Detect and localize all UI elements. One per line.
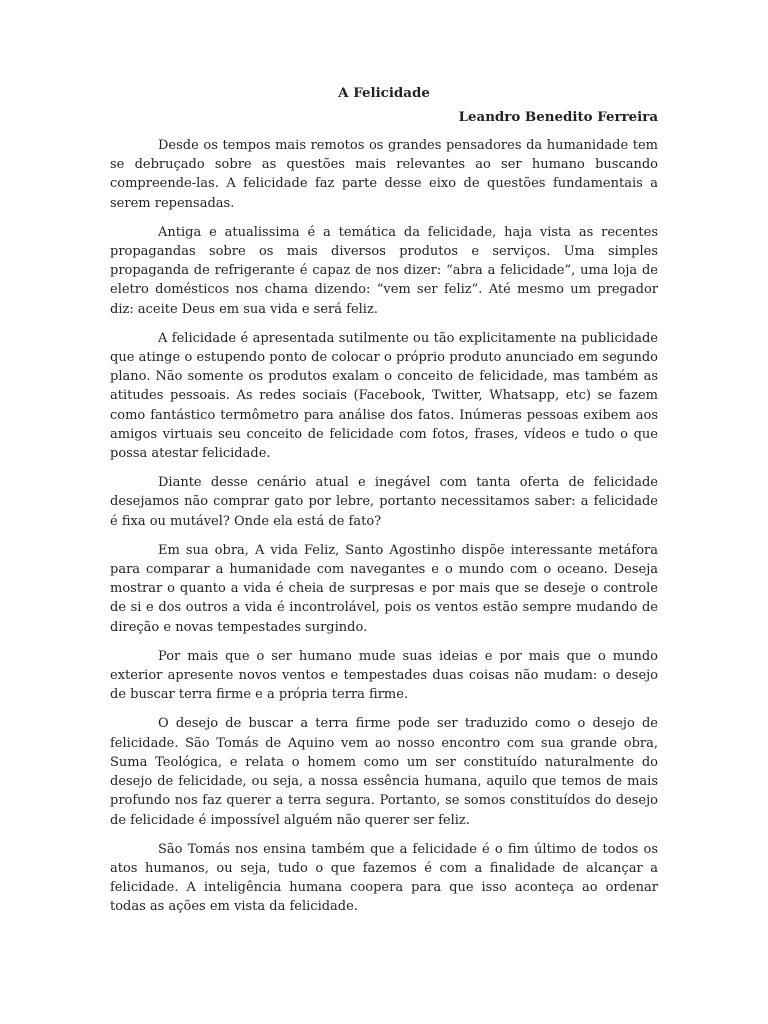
document-title: A Felicidade — [338, 85, 430, 101]
document-page — [110, 84, 658, 927]
paragraph-7: O desejo de buscar a terra firme pode ser traduzido como o desejo de felicidade. São Tomás de Aquino vem ao nosso encontro com sua grande obra, Suma Teológica, e relata o homem como um ser constituído naturalmente do desejo de felicidade, ou seja, a nossa essência humana, aquilo que temos de mais profundo nos faz querer a terra segura. Portanto, se somos constituídos do desejo de felicidade é impossível alguém não querer ser feliz. — [110, 716, 658, 828]
paragraph-3: A felicidade é apresentada sutilmente ou tão explicitamente na publicidade que atinge o estupendo ponto de colocar o próprio produto anunciado em segundo plano. Não somente os produtos exalam o conceito de felicidade, mas também as atitudes pessoais. As redes sociais (Facebook, Twitter, Whatsapp, etc) se fazem como fantástico termômetro para análise dos fatos. Inúmeras pessoas exibem aos amigos virtuais seu conceito de felicidade com fotos, frases, vídeos e tudo o que possa atestar felicidade. — [110, 330, 658, 462]
document-author: Leandro Benedito Ferreira — [458, 109, 658, 125]
paragraph-2: Antiga e atualissima é a temática da felicidade, haja vista as recentes propagandas sobre os mais diversos produtos e serviços. Uma simples propaganda de refrigerante é capaz de nos dizer: “abra a felicidade”, uma loja de eletro domésticos nos chama dizendo: “vem ser feliz”. Até mesmo um pregador diz: aceite Deus em sua vida e será feliz. — [110, 224, 658, 317]
paragraph-6: Por mais que o ser humano mude suas ideias e por mais que o mundo exterior apresente novos ventos e tempestades duas coisas não mudam: o desejo de buscar terra firme e a própria terra firme. — [110, 648, 658, 703]
paragraph-4: Diante desse cenário atual e inegável com tanta oferta de felicidade desejamos não comprar gato por lebre, portanto necessitamos saber: a felicidade é fixa ou mutável? Onde ela está de fato? — [110, 475, 658, 529]
paragraph-1: Desde os tempos mais remotos os grandes pensadores da humanidade tem se debruçado sobre as questões mais relevantes ao ser humano buscando compreende-las. A felicidade faz parte desse eixo de questões fundamentais a serem repensadas. — [110, 138, 658, 211]
paragraph-8: São Tomás nos ensina também que a felicidade é o fim último de todos os atos humanos, ou seja, tudo o que fazemos é com a finalidade de alcançar a felicidade. A inteligência humana coopera para que isso aconteça ao ordenar todas as ações em vista da felicidade. — [110, 841, 658, 915]
paragraph-5: Em sua obra, A vida Feliz, Santo Agostinho dispõe interessante metáfora para comparar a humanidade com navegantes e o mundo com o oceano. Deseja mostrar o quanto a vida é cheia de surpresas e por mais que se deseje o controle de si e dos outros a vida é incontrolável, pois os ventos estão sempre mudando de direção e novas tempestades surgindo. — [110, 542, 658, 635]
